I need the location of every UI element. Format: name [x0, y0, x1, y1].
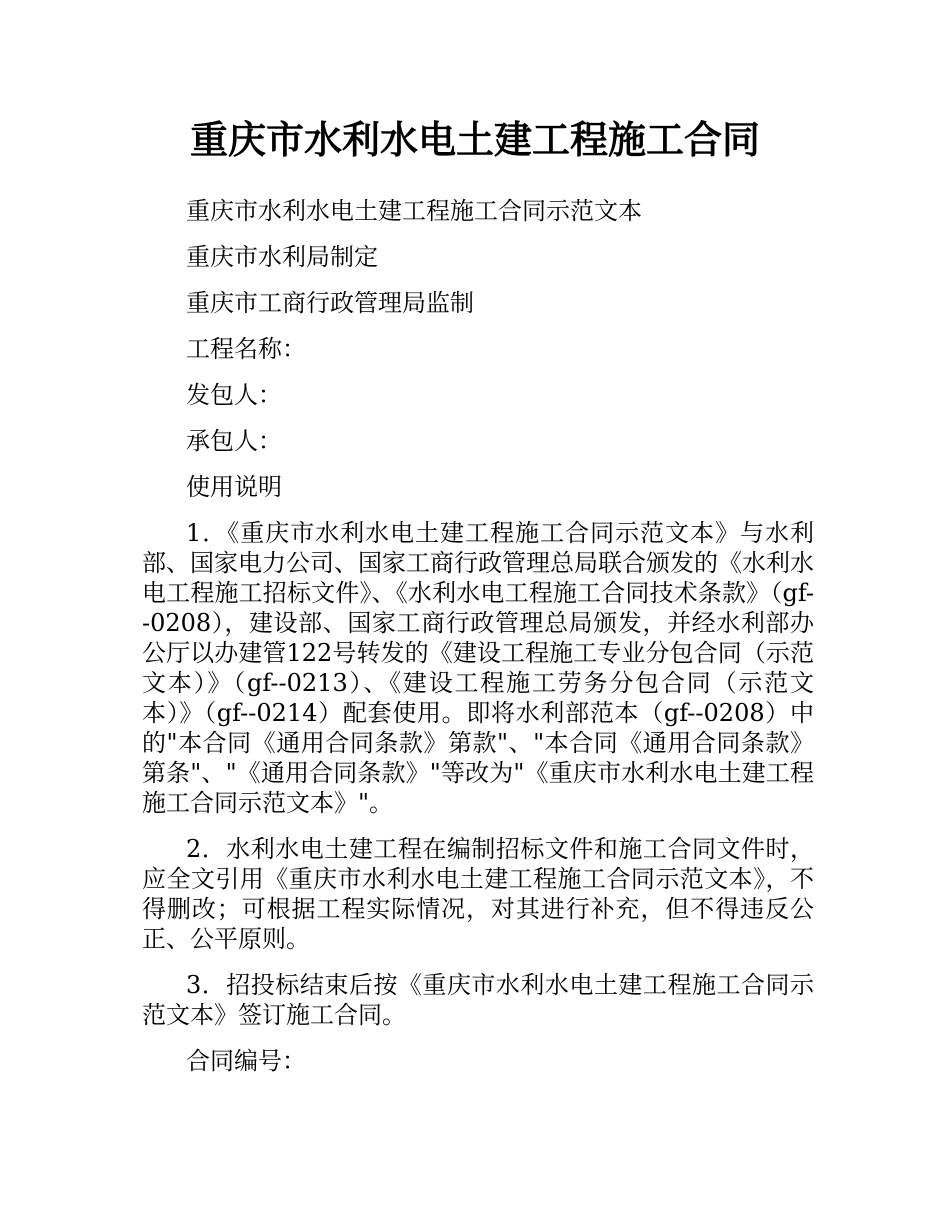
- instruction-paragraph-2: 2．水利水电土建工程在编制招标文件和施工合同文件时，应全文引用《重庆市水利水电土建工程施工合同示范文本》，不得删改；可根据工程实际情况，对其进行补充，但不得违反公正、公平原则。: [142, 835, 814, 953]
- instruction-paragraph-3: 3．招投标结束后按《重庆市水利水电土建工程施工合同示范文本》签订施工合同。: [142, 971, 814, 1029]
- contract-number-label: 合同编号：: [186, 1047, 306, 1075]
- supervisor-line: 重庆市工商行政管理局监制: [186, 289, 474, 317]
- instruction-paragraph-1: 1．《重庆市水利水电土建工程施工合同示范文本》与水利部、国家电力公司、国家工商行政管理总局联合颁发的《水利水电工程施工招标文件》、《水利水电工程施工合同技术条款》（gf--0208），建设部、国家工商行政管理总局颁发，并经水利部办公厅以办建管122号转发的《建设工程施工专业分包合同（示范文本）》（gf--0213）、《建设工程施工劳务分包合同（示范文本）》（gf--0214）配套使用。即将水利部范本（gf--0208）中的"本合同《通用合同条款》第款"、"本合同《通用合同条款》第条"、"《通用合同条款》"等改为"《重庆市水利水电土建工程施工合同示范文本》"。: [142, 519, 814, 817]
- usage-instructions-heading: 使用说明: [186, 473, 282, 501]
- employer-label: 发包人：: [186, 381, 282, 409]
- issuer-line: 重庆市水利局制定: [186, 243, 378, 271]
- contractor-label: 承包人：: [186, 427, 282, 455]
- document-title: 重庆市水利水电土建工程施工合同: [189, 118, 760, 162]
- document-body: [142, 196, 814, 1092]
- project-name-label: 工程名称：: [186, 335, 306, 363]
- sample-text-title: 重庆市水利水电土建工程施工合同示范文本: [186, 197, 642, 225]
